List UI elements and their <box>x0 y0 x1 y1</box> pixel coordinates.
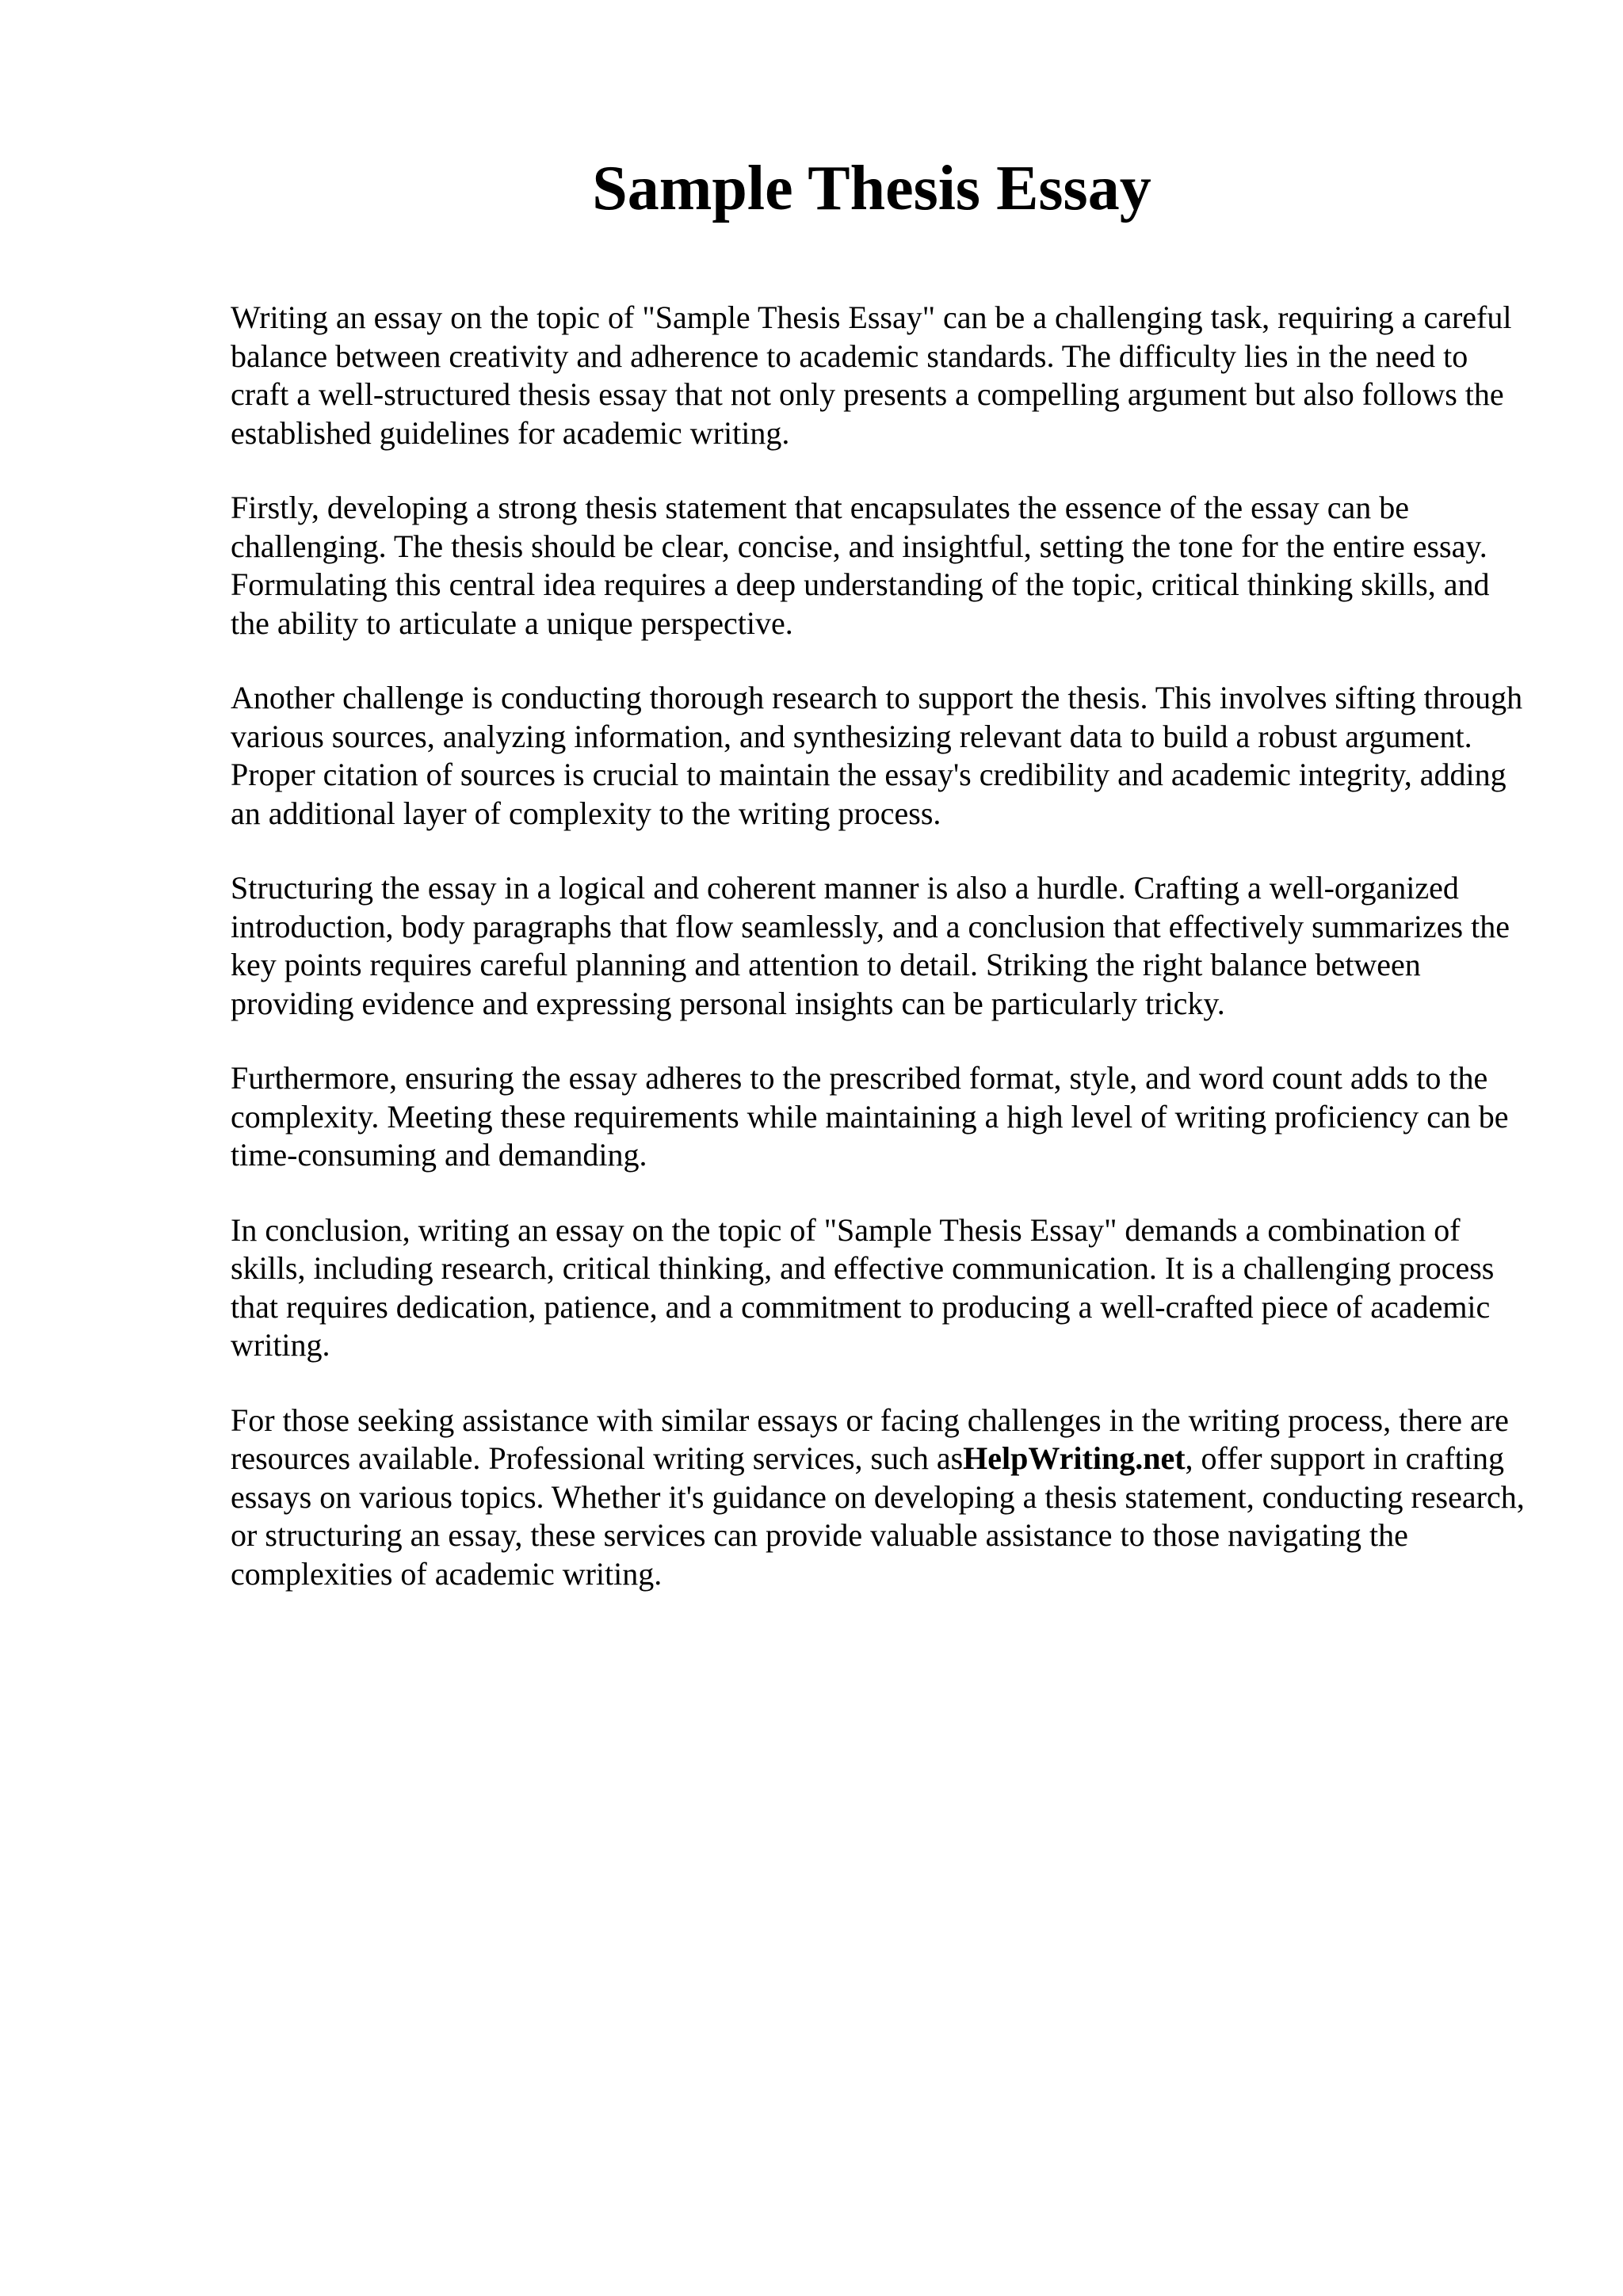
paragraph-2: Firstly, developing a strong thesis statement that encapsulates the essence of the essay can be challenging. The thesis should be clear, concise, and insightful, setting the tone for the entire essay. Formulating this central idea requires a deep understanding of the topic, critical thinking skills, and the ability to articulate a unique perspective. <box>231 490 1490 641</box>
paragraph-6: In conclusion, writing an essay on the topic of "Sample Thesis Essay" demands a combination of skills, including research, critical thinking, and effective communication. It is a challenging process that requires dedication, patience, and a commitment to producing a well-crafted piece of academic writing. <box>231 1211 1495 1363</box>
brand-link[interactable]: HelpWriting.net <box>963 1440 1186 1476</box>
page-title: Sample Thesis Essay <box>592 154 1151 223</box>
paragraph-7-tail: , offer support in crafting essays on various topics. Whether it's guidance on developing a thesis statement, conducting research, or structuring an essay, these services can provide valuable assistance to those navigating the complexities of academic writing. <box>231 1440 1525 1592</box>
essay-body <box>231 299 1530 1630</box>
paragraph-7 <box>231 1402 1530 1594</box>
paragraph-4: Structuring the essay in a logical and coherent manner is also a hurdle. Crafting a well-organized introduction, body paragraphs that flow seamlessly, and a conclusion that effectively summarizes the key points requires careful planning and attention to detail. Striking the right balance between providing evidence and expressing personal insights can be particularly tricky. <box>231 870 1510 1021</box>
paragraph-1: Writing an essay on the topic of "Sample Thesis Essay" can be a challenging task, requiring a careful balance between creativity and adherence to academic standards. The difficulty lies in the need to craft a well-structured thesis essay that not only presents a compelling argument but also follows the established guidelines for academic writing. <box>231 299 1512 451</box>
paragraph-3: Another challenge is conducting thorough research to support the thesis. This involves sifting through various sources, analyzing information, and synthesizing relevant data to build a robust argument. Proper citation of sources is crucial to maintain the essay's credibility and academic integrity, adding an additional layer of complexity to the writing process. <box>231 680 1523 831</box>
paragraph-5: Furthermore, ensuring the essay adheres to the prescribed format, style, and word count adds to the complexity. Meeting these requirements while maintaining a high level of writing proficiency can be time-consuming and demanding. <box>231 1060 1509 1173</box>
paragraph-7-lead: For those seeking assistance with similar essays or facing challenges in the writing process, there are resources available. Professional writing services, such as <box>231 1402 1509 1476</box>
